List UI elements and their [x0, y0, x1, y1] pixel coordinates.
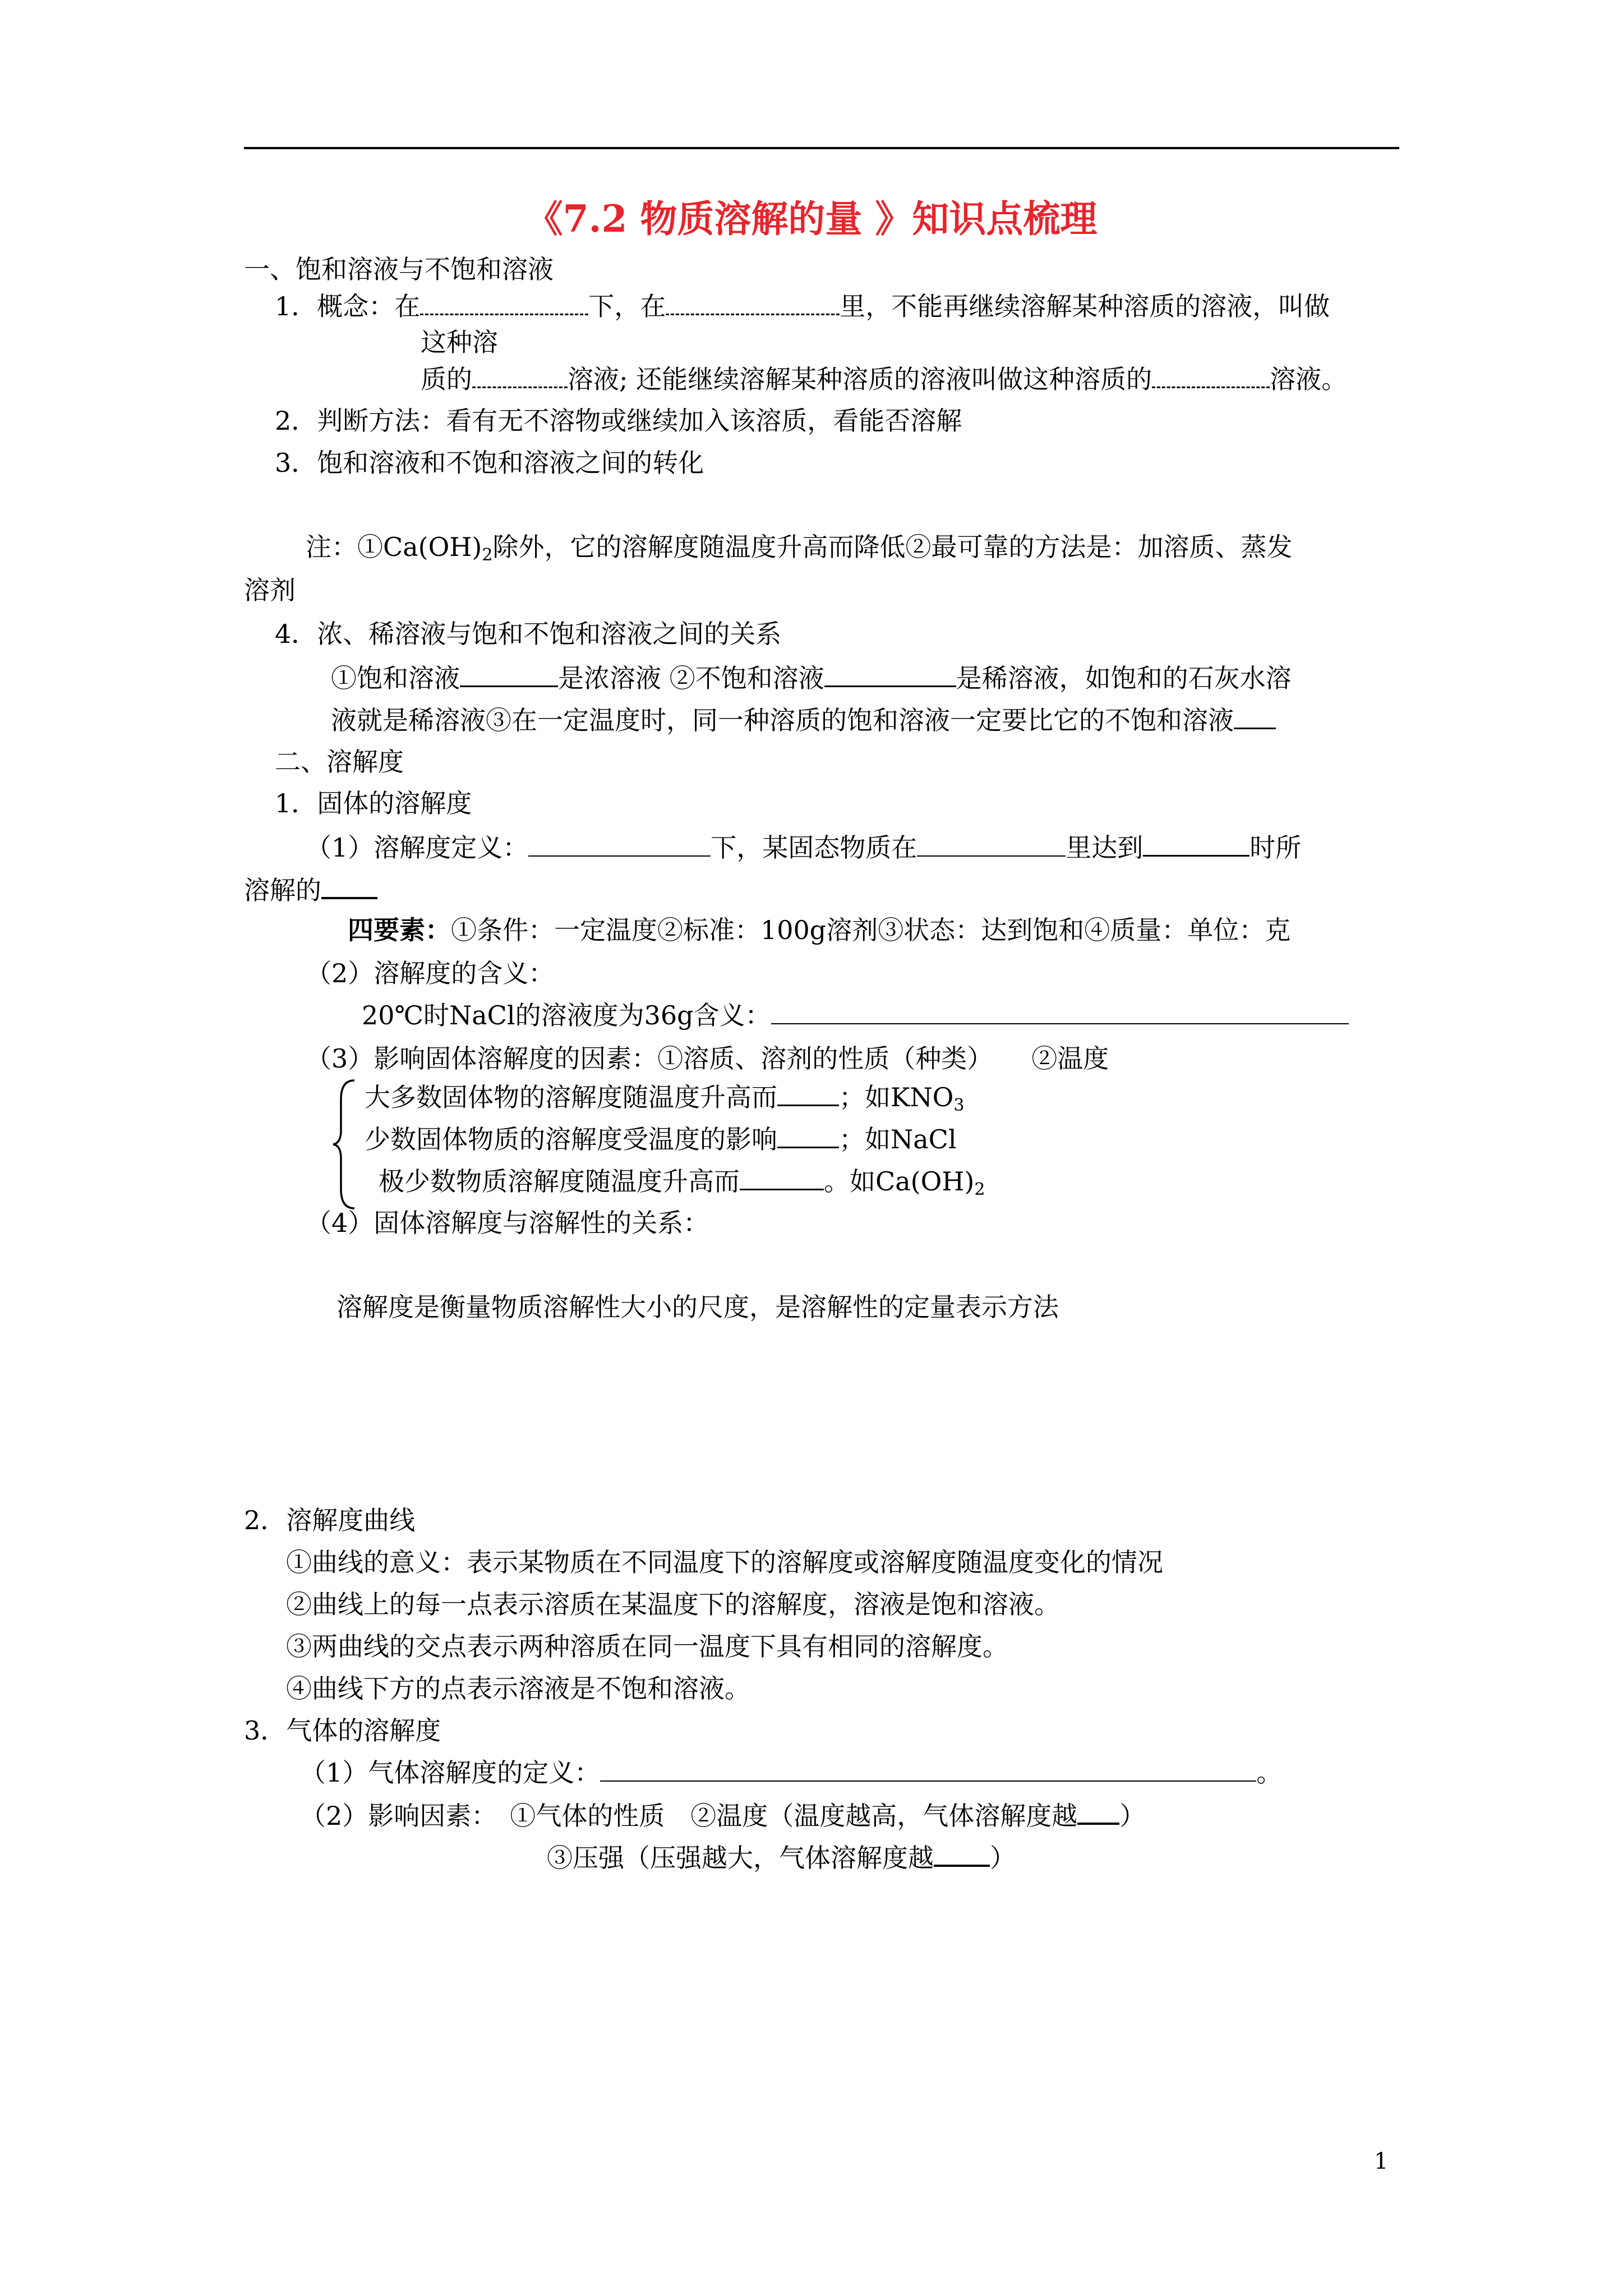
- concept-line: [275, 289, 1330, 323]
- gas-pressure-text: ③压强（压强越大，气体溶解度越: [547, 1843, 934, 1873]
- blank: [777, 1122, 839, 1148]
- four-elements-label: 四要素：: [348, 915, 451, 945]
- gas-definition-end: 。: [1256, 1757, 1283, 1788]
- relation-text-b: 是浓溶液 ②不饱和溶液: [558, 663, 824, 693]
- gas-factors: [300, 1798, 1145, 1833]
- note-subscript: 2: [482, 545, 493, 565]
- blank: [824, 661, 956, 687]
- concept-text-e: 质的: [421, 364, 472, 394]
- concept-line-2: [421, 362, 1347, 396]
- blank: [1077, 1798, 1119, 1825]
- meaning-example-text: 20℃时NaCl的溶液度为36g含义：: [362, 1000, 771, 1030]
- factor-few-text: 少数固体物质的溶解度受温度的影响: [365, 1124, 777, 1154]
- blank: [528, 831, 711, 857]
- subscript: 3: [953, 1096, 965, 1115]
- concept-text-g: 溶液。: [1270, 364, 1348, 394]
- factor-very-few-example: 。如Ca(OH): [824, 1166, 975, 1197]
- judge-method: 2．判断方法：看有无不溶物或继续加入该溶质，看能否溶解: [275, 406, 962, 436]
- definition-text-d: 时所: [1249, 832, 1302, 863]
- blank: [1234, 703, 1276, 729]
- curve-item: ③两曲线的交点表示两种溶质在同一温度下具有相同的溶解度。: [286, 1631, 1008, 1662]
- blank: [934, 1840, 990, 1867]
- note-line: [306, 530, 1292, 572]
- page-number: 1: [1374, 2148, 1389, 2174]
- definition-text-b: 下，某固态物质在: [711, 832, 917, 863]
- factor-most-text: 大多数固体物的溶解度随温度升高而: [365, 1082, 777, 1112]
- blank: [666, 289, 840, 315]
- conversion-heading: 3．饱和溶液和不饱和溶液之间的转化: [275, 448, 704, 478]
- relation-text-d: 液就是稀溶液③在一定温度时，同一种溶质的饱和溶液一定要比它的不饱和溶液: [331, 705, 1234, 735]
- curve-item: ④曲线下方的点表示溶液是不饱和溶液。: [286, 1673, 750, 1704]
- factor-very-few: [379, 1164, 985, 1207]
- relation-solubility-text: 溶解度是衡量物质溶解性大小的尺度，是溶解性的定量表示方法: [336, 1292, 1059, 1322]
- concept-text-b: 下，在: [588, 291, 666, 321]
- curve-item: ①曲线的意义：表示某物质在不同温度下的溶解度或溶解度随温度变化的情况: [286, 1547, 1163, 1577]
- factor-few-example: ；如NaCl: [839, 1124, 957, 1154]
- relation-text-c: 是稀溶液，如饱和的石灰水溶: [956, 663, 1292, 693]
- four-elements-text: ①条件：一定温度②标准：100g溶剂③状态：达到饱和④质量：单位：克: [451, 915, 1291, 945]
- factor-few: [365, 1122, 957, 1156]
- blank: [1152, 362, 1270, 388]
- factor-most: [365, 1080, 964, 1122]
- relation-line-2: [331, 703, 1276, 737]
- relation-heading: 4．浓、稀溶液与饱和不饱和溶液之间的关系: [275, 619, 782, 649]
- concept-text-a: 1．概念：在: [275, 291, 421, 321]
- gas-heading: 3．气体的溶解度: [244, 1715, 441, 1746]
- blank: [472, 362, 568, 388]
- gas-definition: [300, 1756, 1282, 1789]
- definition-line: [306, 830, 1301, 864]
- gas-pressure-end: ）: [990, 1843, 1016, 1873]
- gas-factors-text: （2）影响因素： ①气体的性质 ②温度（温度越高，气体溶解度越: [300, 1801, 1078, 1831]
- blank: [600, 1756, 1256, 1782]
- curve-item: ②曲线上的每一点表示溶质在某温度下的溶解度，溶液是饱和溶液。: [286, 1589, 1060, 1619]
- blank: [740, 1164, 824, 1190]
- note-text-b: 除外，它的溶解度随温度升高而降低②最可靠的方法是：加溶质、蒸发: [492, 532, 1293, 562]
- solid-solubility-heading: 1．固体的溶解度: [275, 788, 472, 818]
- definition-text-a: （1）溶解度定义：: [306, 832, 529, 863]
- blank: [917, 831, 1066, 857]
- header-rule: [244, 147, 1399, 149]
- concept-wrap: 这种溶: [421, 327, 498, 357]
- gas-definition-text: （1）气体溶解度的定义：: [300, 1757, 601, 1788]
- gas-pressure: [547, 1840, 1016, 1875]
- note-wrap: 溶剂: [244, 575, 296, 605]
- blank: [771, 999, 1349, 1024]
- blank: [321, 872, 377, 899]
- blank: [420, 289, 588, 315]
- note-text-a: 注：①Ca(OH): [306, 532, 482, 562]
- factors-heading: （3）影响固体溶解度的因素：①溶质、溶剂的性质（种类） ②温度: [306, 1043, 1109, 1074]
- relation-text-a: ①饱和溶液: [331, 663, 460, 693]
- curly-brace: [331, 1077, 359, 1212]
- section-heading-solubility: 二、溶解度: [275, 747, 404, 777]
- factor-very-few-text: 极少数物质溶解度随温度升高而: [379, 1166, 740, 1197]
- relation-solubility-heading: （4）固体溶解度与溶解性的关系：: [306, 1208, 709, 1238]
- meaning-heading: （2）溶解度的含义：: [306, 958, 555, 988]
- factor-most-example: ；如KNO: [839, 1082, 954, 1112]
- concept-text-c: 里，不能再继续溶解某种溶质的溶液，叫做: [840, 291, 1330, 321]
- definition-text-c: 里达到: [1066, 832, 1144, 863]
- page-title: 《7.2 物质溶解的量 》知识点梳理: [525, 197, 1098, 241]
- subscript: 2: [974, 1180, 985, 1199]
- relation-line-1: [331, 661, 1292, 695]
- four-elements: [348, 913, 1290, 947]
- curve-heading: 2．溶解度曲线: [244, 1505, 416, 1535]
- definition-text-e: 溶解的: [244, 875, 321, 905]
- section-heading-saturated: 一、饱和溶液与不饱和溶液: [244, 254, 554, 284]
- gas-factors-end: ）: [1119, 1801, 1146, 1831]
- concept-text-f: 溶液; 还能继续溶解某种溶质的溶液叫做这种溶质的: [568, 364, 1152, 394]
- definition-wrap: [244, 872, 377, 907]
- blank: [1143, 830, 1249, 857]
- blank: [460, 661, 558, 687]
- blank: [777, 1080, 839, 1106]
- meaning-example: [362, 999, 1349, 1032]
